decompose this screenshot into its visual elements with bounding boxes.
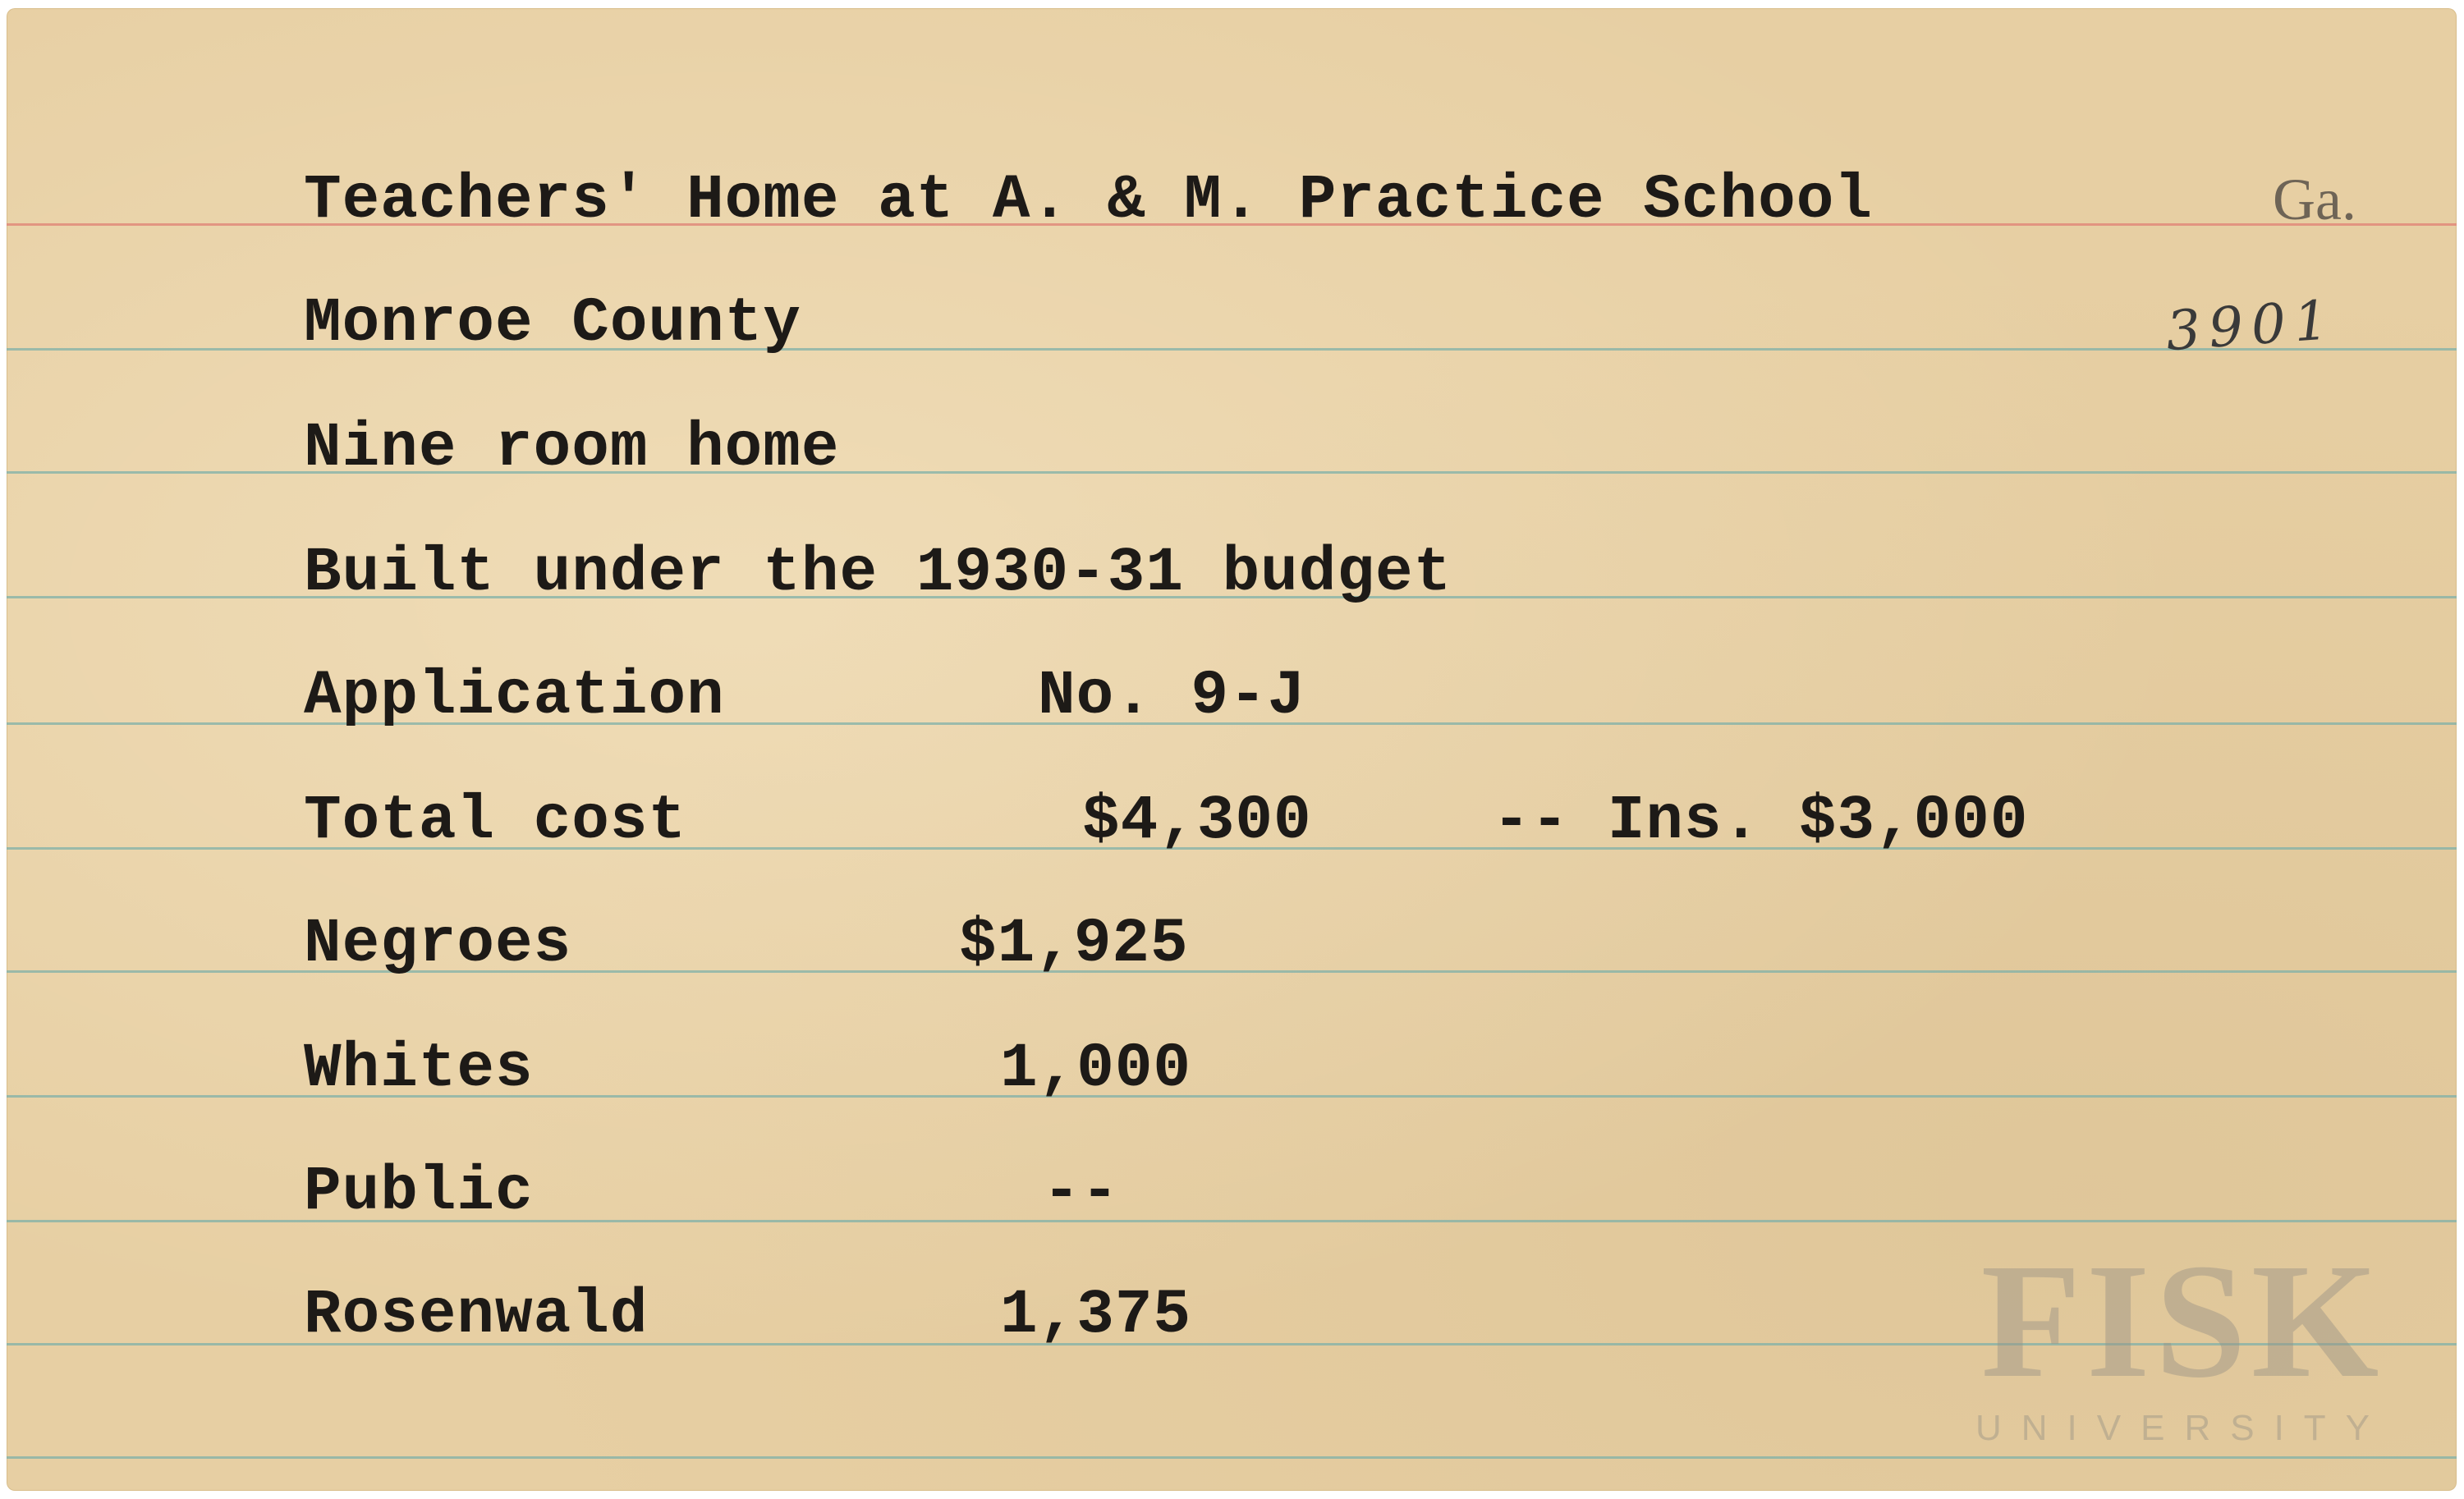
negroes-value: $1,925: [959, 909, 1189, 979]
ruled-line: [7, 1456, 2457, 1459]
card-title: Teachers' Home at A. & M. Practice School: [304, 165, 1873, 236]
index-card: [7, 8, 2457, 1491]
state-annotation: Ga.: [2273, 167, 2356, 232]
total-cost-value: $4,300: [1082, 786, 1312, 856]
negroes-label: Negroes: [304, 909, 572, 979]
watermark-subtitle: UNIVERSITY: [1975, 1408, 2390, 1448]
fisk-university-watermark: [1928, 1231, 2437, 1453]
rosenwald-value: 1,375: [1000, 1280, 1192, 1350]
public-label: Public: [304, 1157, 534, 1227]
total-cost-label: Total cost: [304, 786, 687, 856]
insurance-note: -- Ins. $3,000: [1493, 786, 2029, 856]
handwritten-number: 3901: [2163, 287, 2339, 364]
application-value: No. 9-J: [1038, 661, 1306, 731]
budget-line: Built under the 1930-31 budget: [304, 538, 1452, 608]
rosenwald-label: Rosenwald: [304, 1280, 649, 1350]
county: Monroe County: [304, 288, 801, 359]
description: Nine room home: [304, 413, 840, 484]
whites-label: Whites: [304, 1034, 534, 1104]
application-label: Application: [304, 661, 725, 731]
watermark-name: FISK: [1980, 1231, 2384, 1412]
public-value: --: [1043, 1157, 1120, 1227]
whites-value: 1,000: [1000, 1034, 1192, 1104]
